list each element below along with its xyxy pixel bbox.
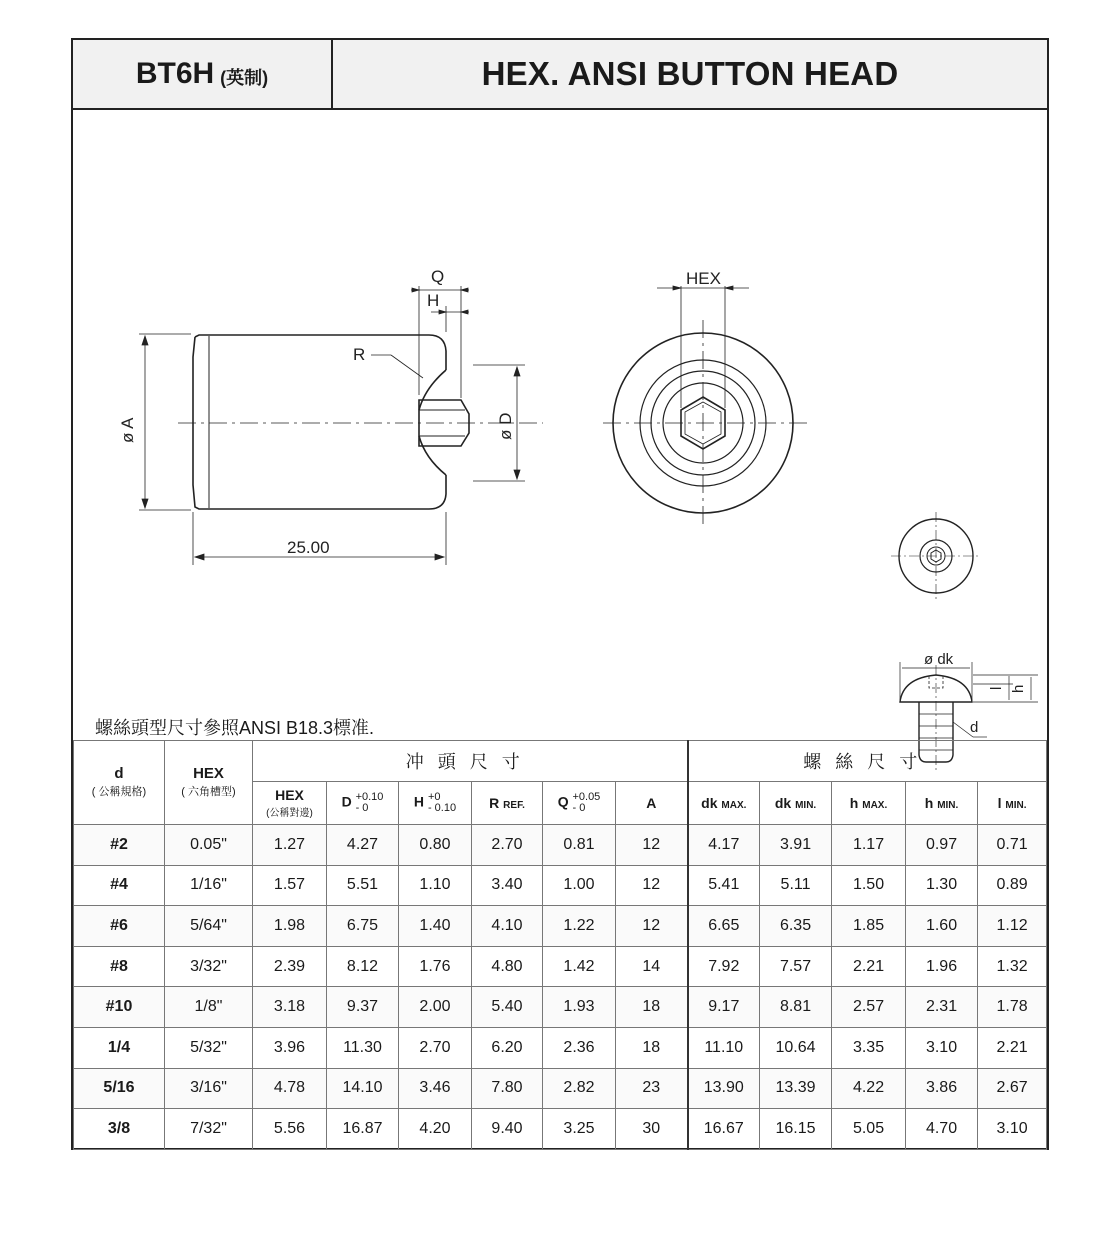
cell-D: 5.51 bbox=[327, 865, 399, 906]
table-row bbox=[74, 906, 1047, 947]
product-name-cell bbox=[333, 40, 1047, 108]
cell-dkmax: 7.92 bbox=[688, 946, 760, 987]
standard-note: 螺絲頭型尺寸參照ANSI B18.3標准. bbox=[95, 718, 375, 738]
screw-top-view bbox=[891, 512, 981, 600]
cell-lmin: 3.10 bbox=[978, 1109, 1047, 1150]
cell-dkmax: 16.67 bbox=[688, 1109, 760, 1150]
cell-hex: 1/8" bbox=[165, 987, 253, 1028]
cell-R: 3.40 bbox=[472, 865, 543, 906]
cell-d: #2 bbox=[74, 825, 165, 866]
product-code-cell bbox=[73, 40, 333, 108]
cell-dkmax: 4.17 bbox=[688, 825, 760, 866]
sub-header-hmax-label: h bbox=[849, 795, 859, 811]
product-name: HEX. ANSI BUTTON HEAD bbox=[481, 55, 899, 92]
cell-dkmax: 9.17 bbox=[688, 987, 760, 1028]
cell-hmax: 1.50 bbox=[832, 865, 906, 906]
cell-hmax: 2.21 bbox=[832, 946, 906, 987]
cell-Q: 1.00 bbox=[543, 865, 616, 906]
sub-header-lmin bbox=[978, 782, 1047, 825]
sub-header-hex-label: HEX bbox=[275, 787, 304, 803]
cell-R: 6.20 bbox=[472, 1027, 543, 1068]
cell-A: 12 bbox=[616, 865, 688, 906]
cell-hex-nom: 1.98 bbox=[253, 906, 327, 947]
sub-header-lmin-label: l bbox=[997, 795, 1002, 811]
cell-hex: 5/64" bbox=[165, 906, 253, 947]
label-small-l: l bbox=[988, 686, 1005, 690]
table-row bbox=[74, 865, 1047, 906]
cell-R: 7.80 bbox=[472, 1068, 543, 1109]
cell-lmin: 0.71 bbox=[978, 825, 1047, 866]
sub-header-q bbox=[543, 782, 616, 825]
cell-dkmin: 10.64 bbox=[760, 1027, 832, 1068]
cell-D: 4.27 bbox=[327, 825, 399, 866]
product-code-unit: (英制) bbox=[220, 68, 269, 88]
label-dia-a: ø A bbox=[118, 417, 137, 443]
label-length: 25.00 bbox=[287, 538, 330, 557]
cell-Q: 0.81 bbox=[543, 825, 616, 866]
cell-hex: 1/16" bbox=[165, 865, 253, 906]
table-row bbox=[74, 1027, 1047, 1068]
h-tol-up: +0 bbox=[427, 791, 441, 803]
cell-dkmin: 16.15 bbox=[760, 1109, 832, 1150]
col-header-d-label: d bbox=[114, 764, 124, 782]
cell-A: 12 bbox=[616, 825, 688, 866]
cell-Q: 2.36 bbox=[543, 1027, 616, 1068]
sub-header-r-label: R bbox=[489, 795, 500, 811]
sub-header-hmin-label: h bbox=[924, 795, 934, 811]
sub-header-dkmax-label: dk bbox=[701, 795, 718, 811]
group-header-punch: 冲頭尺寸 bbox=[253, 741, 688, 782]
table-body bbox=[74, 825, 1047, 1150]
sub-header-d bbox=[327, 782, 399, 825]
cell-D: 8.12 bbox=[327, 946, 399, 987]
sub-header-h bbox=[399, 782, 472, 825]
sub-header-dkmin bbox=[760, 782, 832, 825]
col-header-hex-label: HEX bbox=[193, 764, 224, 782]
sub-header-r bbox=[472, 782, 543, 825]
cell-d: #6 bbox=[74, 906, 165, 947]
label-h: H bbox=[427, 291, 440, 310]
sub-header-h-label: H bbox=[413, 793, 425, 810]
cell-dkmin: 13.39 bbox=[760, 1068, 832, 1109]
cell-d: 3/8 bbox=[74, 1109, 165, 1150]
sub-header-lmin-sub: MIN. bbox=[1005, 800, 1027, 811]
cell-lmin: 2.21 bbox=[978, 1027, 1047, 1068]
cell-dkmin: 8.81 bbox=[760, 987, 832, 1028]
sub-header-hmin-sub: MIN. bbox=[937, 800, 959, 811]
cell-dkmin: 5.11 bbox=[760, 865, 832, 906]
cell-R: 5.40 bbox=[472, 987, 543, 1028]
cell-d: 5/16 bbox=[74, 1068, 165, 1109]
cell-hmin: 0.97 bbox=[906, 825, 978, 866]
cell-hex-nom: 2.39 bbox=[253, 946, 327, 987]
cell-Q: 2.82 bbox=[543, 1068, 616, 1109]
cell-A: 18 bbox=[616, 1027, 688, 1068]
cell-dkmax: 11.10 bbox=[688, 1027, 760, 1068]
cell-hex: 0.05" bbox=[165, 825, 253, 866]
cell-hex-nom: 5.56 bbox=[253, 1109, 327, 1150]
cell-A: 30 bbox=[616, 1109, 688, 1150]
cell-hmin: 3.86 bbox=[906, 1068, 978, 1109]
product-code: BT6H bbox=[135, 57, 215, 90]
col-header-d bbox=[74, 741, 165, 825]
table-row bbox=[74, 1068, 1047, 1109]
cell-A: 12 bbox=[616, 906, 688, 947]
cell-hex-nom: 3.96 bbox=[253, 1027, 327, 1068]
cell-lmin: 1.12 bbox=[978, 906, 1047, 947]
cell-H: 1.40 bbox=[399, 906, 472, 947]
q-tol-up: +0.05 bbox=[572, 791, 601, 803]
h-tol-dn: - 0.10 bbox=[427, 802, 457, 814]
cell-hmin: 1.30 bbox=[906, 865, 978, 906]
cell-A: 18 bbox=[616, 987, 688, 1028]
cell-hmin: 4.70 bbox=[906, 1109, 978, 1150]
table-row bbox=[74, 987, 1047, 1028]
cell-D: 16.87 bbox=[327, 1109, 399, 1150]
sub-header-hmax bbox=[832, 782, 906, 825]
sub-header-hmin bbox=[906, 782, 978, 825]
cell-d: #4 bbox=[74, 865, 165, 906]
cell-hex: 3/16" bbox=[165, 1068, 253, 1109]
cell-d: 1/4 bbox=[74, 1027, 165, 1068]
cell-hmax: 2.57 bbox=[832, 987, 906, 1028]
cell-D: 11.30 bbox=[327, 1027, 399, 1068]
label-small-h: h bbox=[1010, 684, 1027, 693]
cell-H: 3.46 bbox=[399, 1068, 472, 1109]
cell-hmax: 5.05 bbox=[832, 1109, 906, 1150]
cell-H: 1.76 bbox=[399, 946, 472, 987]
cell-dkmax: 13.90 bbox=[688, 1068, 760, 1109]
cell-R: 2.70 bbox=[472, 825, 543, 866]
group-header-screw: 螺絲尺寸 bbox=[688, 741, 1047, 782]
col-header-hex-sub: ( 六角槽型) bbox=[181, 785, 236, 798]
cell-dkmin: 7.57 bbox=[760, 946, 832, 987]
cell-hmax: 4.22 bbox=[832, 1068, 906, 1109]
sub-header-h-tol bbox=[428, 792, 456, 814]
table-row bbox=[74, 946, 1047, 987]
sub-header-hmax-sub: MAX. bbox=[862, 800, 888, 811]
sub-header-hex bbox=[253, 782, 327, 825]
sub-header-d-label: D bbox=[341, 793, 352, 810]
cell-Q: 3.25 bbox=[543, 1109, 616, 1150]
cell-H: 2.00 bbox=[399, 987, 472, 1028]
spec-sheet bbox=[71, 38, 1049, 1150]
label-r: R bbox=[353, 345, 366, 364]
col-header-hex bbox=[165, 741, 253, 825]
q-tol-dn: - 0 bbox=[572, 802, 586, 814]
table-row bbox=[74, 1109, 1047, 1150]
cell-hmin: 2.31 bbox=[906, 987, 978, 1028]
cell-hex-nom: 4.78 bbox=[253, 1068, 327, 1109]
cell-H: 4.20 bbox=[399, 1109, 472, 1150]
sub-header-a: A bbox=[616, 782, 688, 825]
sub-header-dkmax bbox=[688, 782, 760, 825]
cell-hex: 3/32" bbox=[165, 946, 253, 987]
cell-D: 14.10 bbox=[327, 1068, 399, 1109]
cell-dkmin: 3.91 bbox=[760, 825, 832, 866]
cell-d: #10 bbox=[74, 987, 165, 1028]
cell-R: 4.80 bbox=[472, 946, 543, 987]
col-header-d-sub: ( 公稱規格) bbox=[91, 785, 147, 798]
sub-header-hex-sub: (公稱對邊) bbox=[266, 808, 313, 819]
cell-hmax: 3.35 bbox=[832, 1027, 906, 1068]
cell-lmin: 1.32 bbox=[978, 946, 1047, 987]
cell-hex-nom: 1.27 bbox=[253, 825, 327, 866]
cell-A: 14 bbox=[616, 946, 688, 987]
cell-hex-nom: 3.18 bbox=[253, 987, 327, 1028]
sub-header-dkmin-sub: MIN. bbox=[795, 800, 817, 811]
cell-hmin: 1.96 bbox=[906, 946, 978, 987]
cell-dkmax: 6.65 bbox=[688, 906, 760, 947]
cell-Q: 1.42 bbox=[543, 946, 616, 987]
cell-Q: 1.22 bbox=[543, 906, 616, 947]
cell-R: 4.10 bbox=[472, 906, 543, 947]
cell-Q: 1.93 bbox=[543, 987, 616, 1028]
cell-hex: 5/32" bbox=[165, 1027, 253, 1068]
dimension-table bbox=[73, 740, 1047, 1150]
cell-hmin: 3.10 bbox=[906, 1027, 978, 1068]
sub-header-dkmax-sub: MAX. bbox=[721, 800, 747, 811]
cell-d: #8 bbox=[74, 946, 165, 987]
label-hex: HEX bbox=[686, 269, 721, 288]
cell-hmax: 1.85 bbox=[832, 906, 906, 947]
cell-dkmin: 6.35 bbox=[760, 906, 832, 947]
cell-dkmax: 5.41 bbox=[688, 865, 760, 906]
cell-hex-nom: 1.57 bbox=[253, 865, 327, 906]
d-tol-up: +0.10 bbox=[355, 791, 384, 803]
cell-hex: 7/32" bbox=[165, 1109, 253, 1150]
cell-lmin: 0.89 bbox=[978, 865, 1047, 906]
cell-H: 1.10 bbox=[399, 865, 472, 906]
table-row bbox=[74, 825, 1047, 866]
sub-header-r-sub: REF. bbox=[503, 800, 525, 811]
d-tol-dn: - 0 bbox=[355, 802, 369, 814]
cell-lmin: 1.78 bbox=[978, 987, 1047, 1028]
cell-D: 9.37 bbox=[327, 987, 399, 1028]
cell-lmin: 2.67 bbox=[978, 1068, 1047, 1109]
sub-header-dkmin-label: dk bbox=[774, 795, 792, 811]
cell-H: 2.70 bbox=[399, 1027, 472, 1068]
sub-header-d-tol bbox=[356, 792, 384, 814]
cell-D: 6.75 bbox=[327, 906, 399, 947]
sub-header-q-label: Q bbox=[557, 793, 569, 810]
sub-header-q-tol bbox=[572, 792, 600, 814]
cell-hmax: 1.17 bbox=[832, 825, 906, 866]
cell-H: 0.80 bbox=[399, 825, 472, 866]
title-bar bbox=[73, 40, 1047, 110]
label-q: Q bbox=[431, 267, 445, 286]
cell-R: 9.40 bbox=[472, 1109, 543, 1150]
label-small-d: d bbox=[970, 719, 979, 736]
cell-A: 23 bbox=[616, 1068, 688, 1109]
cell-hmin: 1.60 bbox=[906, 906, 978, 947]
label-dia-d: ø D bbox=[496, 412, 515, 440]
punch-body-outline bbox=[193, 335, 446, 509]
label-dk: ø dk bbox=[924, 651, 954, 668]
